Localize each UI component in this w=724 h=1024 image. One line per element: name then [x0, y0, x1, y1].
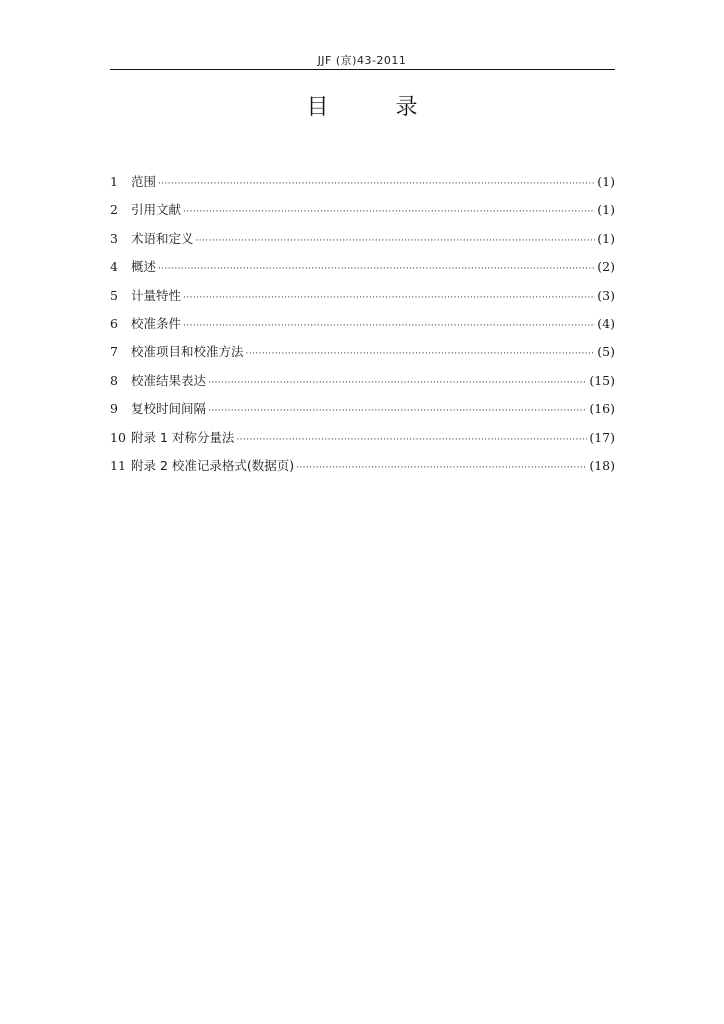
toc-entry-page: (1) — [597, 230, 615, 246]
toc-entry-label: 附录 2 校准记录格式(数据页) — [131, 457, 295, 473]
toc-entry-page: (15) — [589, 372, 615, 388]
toc-entry-page: (17) — [589, 429, 615, 445]
toc-leader-dots — [183, 321, 595, 331]
toc-leader-dots — [158, 264, 595, 274]
toc-entry-label: 校准项目和校准方法 — [131, 344, 244, 360]
toc-entry-page: (2) — [597, 259, 615, 275]
toc-leader-dots — [183, 293, 595, 303]
toc-leader-dots — [236, 435, 587, 445]
toc-entry-label: 校准结果表达 — [131, 372, 207, 388]
toc-entry-label: 复校时间间隔 — [131, 401, 207, 417]
toc-leader-dots — [158, 179, 595, 189]
toc-entry[interactable] — [110, 371, 615, 399]
toc-entry-page: (1) — [597, 174, 615, 189]
toc-entry-number: 10 — [110, 429, 126, 445]
toc-entry-page: (3) — [597, 287, 615, 303]
toc-entry-page: (1) — [597, 202, 615, 218]
toc-entry[interactable] — [110, 314, 615, 342]
toc-entry[interactable] — [110, 286, 615, 314]
toc-entry-number: 1 — [110, 174, 118, 189]
table-of-contents — [110, 172, 615, 484]
toc-entry[interactable] — [110, 257, 615, 285]
toc-entry-label: 术语和定义 — [131, 230, 194, 246]
toc-entry[interactable] — [110, 172, 615, 200]
toc-entry-page: (16) — [589, 401, 615, 417]
toc-leader-dots — [208, 378, 587, 388]
toc-entry-label: 概述 — [131, 259, 157, 275]
toc-leader-dots — [183, 207, 595, 217]
toc-entry-number: 7 — [110, 344, 118, 360]
toc-entry[interactable] — [110, 200, 615, 228]
toc-entry-number: 11 — [110, 457, 126, 473]
toc-entry[interactable] — [110, 229, 615, 257]
toc-entry[interactable] — [110, 456, 615, 484]
toc-entry-number: 4 — [110, 259, 118, 275]
toc-entry-label: 引用文献 — [131, 202, 182, 218]
toc-entry-page: (18) — [589, 457, 615, 473]
toc-leader-dots — [208, 406, 587, 416]
toc-entry[interactable] — [110, 428, 615, 456]
toc-entry-number: 2 — [110, 202, 118, 218]
toc-leader-dots — [196, 236, 596, 246]
document-code-header: JJF (京)43-2011 — [317, 54, 407, 67]
toc-leader-dots — [296, 463, 587, 473]
toc-entry-number: 8 — [110, 372, 118, 388]
toc-entry-number: 3 — [110, 230, 118, 246]
toc-entry-number: 6 — [110, 315, 118, 331]
toc-entry-page: (4) — [597, 315, 615, 331]
header-divider — [110, 69, 615, 70]
toc-entry[interactable] — [110, 399, 615, 427]
toc-title: 目 录 — [306, 95, 448, 120]
toc-entry-number: 5 — [110, 287, 118, 303]
toc-leader-dots — [246, 349, 596, 359]
toc-entry-label: 校准条件 — [131, 315, 182, 331]
toc-entry-label: 附录 1 对称分量法 — [131, 429, 235, 445]
toc-entry-number: 9 — [110, 401, 118, 417]
toc-entry-label: 范围 — [131, 174, 157, 189]
toc-entry-label: 计量特性 — [131, 287, 182, 303]
toc-entry[interactable] — [110, 342, 615, 370]
toc-entry-page: (5) — [597, 344, 615, 360]
